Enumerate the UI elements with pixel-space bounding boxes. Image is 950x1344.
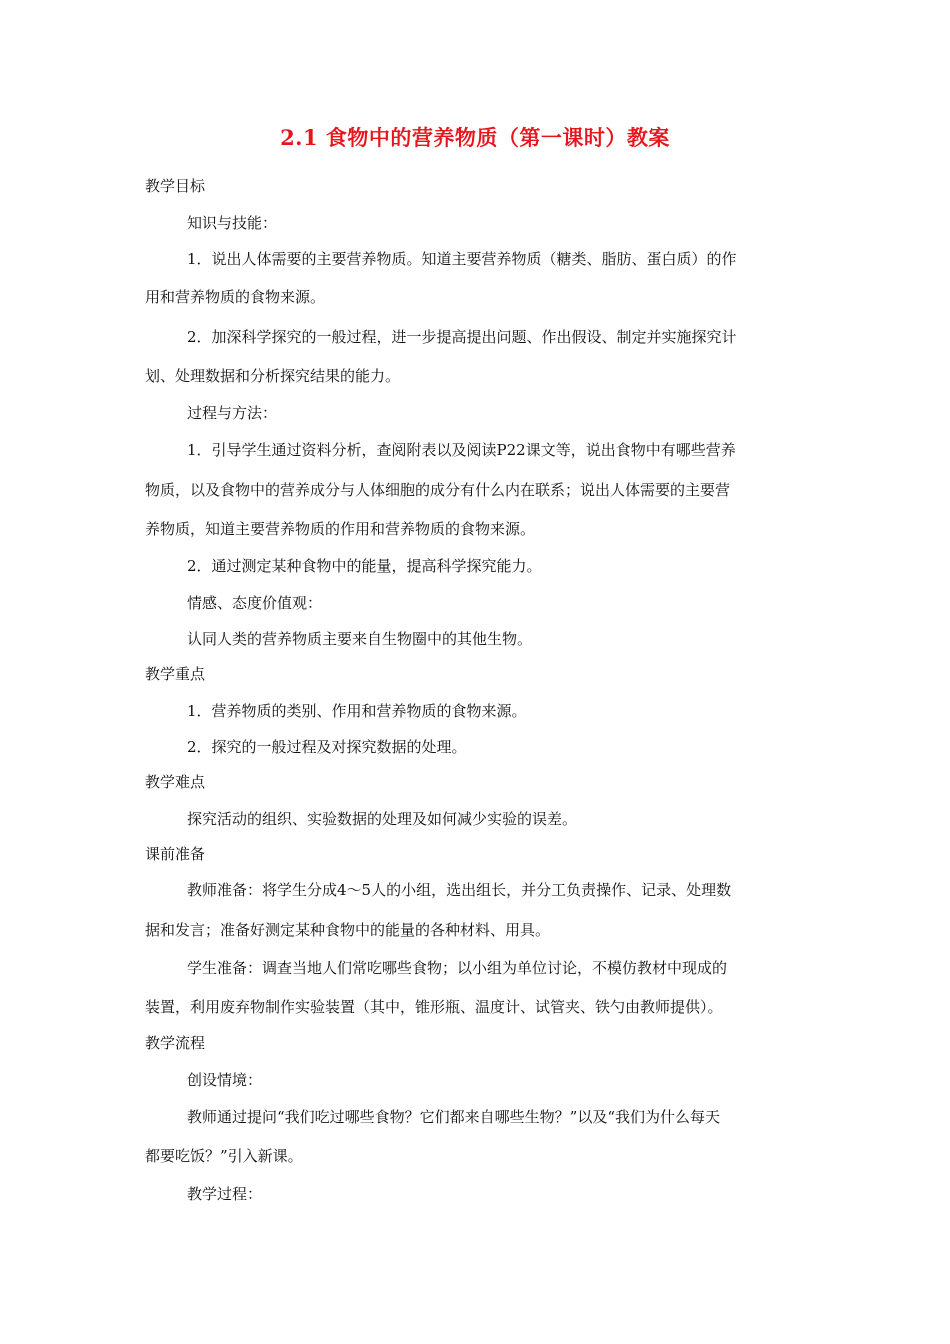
paragraph-line: 学生准备：调查当地人们常吃哪些食物；以小组为单位讨论，不模仿教材中现成的 (187, 959, 728, 977)
paragraph-line: 1．营养物质的类别、作用和营养物质的食物来源。 (187, 702, 527, 720)
subheading-attitudes-values: 情感、态度价值观： (187, 594, 323, 612)
paragraph-line: 都要吃饭？”引入新课。 (145, 1147, 303, 1165)
subheading-teaching-process: 教学过程： (187, 1185, 263, 1203)
section-heading-objectives: 教学目标 (145, 177, 206, 195)
paragraph-line: 1．说出人体需要的主要营养物质。知道主要营养物质（糖类、脂肪、蛋白质）的作 (187, 250, 737, 268)
paragraph-line: 养物质，知道主要营养物质的作用和营养物质的食物来源。 (145, 520, 536, 538)
section-heading-key-points: 教学重点 (145, 665, 206, 683)
paragraph-line: 教师准备：将学生分成4～5人的小组，选出组长，并分工负责操作、记录、处理数 (187, 881, 732, 899)
subheading-knowledge-skills: 知识与技能： (187, 214, 278, 232)
subheading-process-methods: 过程与方法： (187, 404, 278, 422)
paragraph-line: 用和营养物质的食物来源。 (145, 288, 326, 306)
paragraph-line: 据和发言；准备好测定某种食物中的能量的各种材料、用具。 (145, 921, 551, 939)
paragraph-line: 2．加深科学探究的一般过程，进一步提高提出问题、作出假设、制定并实施探究计 (187, 328, 737, 346)
paragraph-line: 物质，以及食物中的营养成分与人体细胞的成分有什么内在联系；说出人体需要的主要营 (145, 481, 731, 499)
subheading-scenario: 创设情境： (187, 1071, 263, 1089)
paragraph-line: 教师通过提问“我们吃过哪些食物？它们都来自哪些生物？”以及“我们为什么每天 (187, 1108, 721, 1126)
paragraph-line: 探究活动的组织、实验数据的处理及如何减少实验的误差。 (187, 810, 578, 828)
paragraph-line: 划、处理数据和分析探究结果的能力。 (145, 367, 401, 385)
section-heading-difficulties: 教学难点 (145, 773, 206, 791)
section-heading-flow: 教学流程 (145, 1034, 206, 1052)
paragraph-line: 2．通过测定某种食物中的能量，提高科学探究能力。 (187, 557, 542, 575)
paragraph-line: 2．探究的一般过程及对探究数据的处理。 (187, 738, 467, 756)
paragraph-line: 认同人类的营养物质主要来自生物圈中的其他生物。 (187, 630, 533, 648)
paragraph-line: 装置，利用废弃物制作实验装置（其中，锥形瓶、温度计、试管夹、铁勺由教师提供）。 (145, 998, 723, 1016)
paragraph-line: 1．引导学生通过资料分析，查阅附表以及阅读P22课文等，说出食物中有哪些营养 (187, 441, 736, 459)
section-heading-preparation: 课前准备 (145, 845, 206, 863)
document-title: 2.1 食物中的营养物质（第一课时）教案 (280, 125, 670, 150)
